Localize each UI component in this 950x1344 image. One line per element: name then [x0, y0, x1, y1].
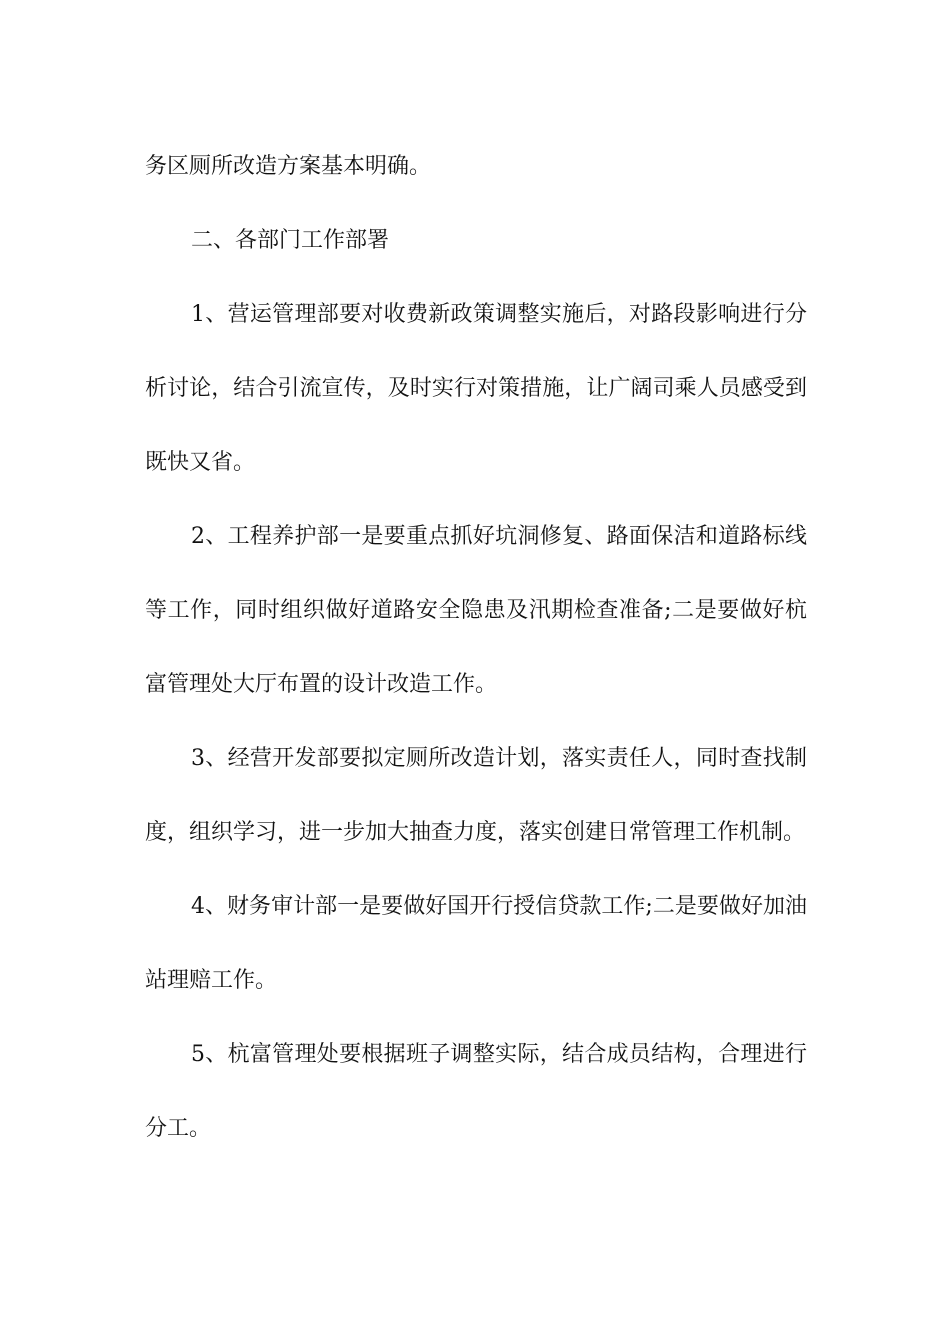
paragraph-item-4: 4、财务审计部一是要做好国开行授信贷款工作;二是要做好加油站理赔工作。 — [145, 894, 807, 993]
paragraph-item-5: 5、杭富管理处要根据班子调整实际，结合成员结构，合理进行分工。 — [145, 1042, 807, 1141]
paragraph-item-2: 2、工程养护部一是要重点抓好坑洞修复、路面保洁和道路标线等工作，同时组织做好道路安全隐患及汛期检查准备;二是要做好杭富管理处大厅布置的设计改造工作。 — [145, 524, 807, 697]
paragraph-item-1: 1、营运管理部要对收费新政策调整实施后，对路段影响进行分析讨论，结合引流宣传，及时实行对策措施，让广阔司乘人员感受到既快又省。 — [145, 302, 807, 475]
document-body — [145, 130, 807, 1166]
section-heading: 二、各部门工作部署 — [191, 228, 390, 253]
paragraph-item-3: 3、经营开发部要拟定厕所改造计划，落实责任人，同时查找制度，组织学习，进一步加大抽查力度，落实创建日常管理工作机制。 — [145, 746, 807, 845]
paragraph-continuation: 务区厕所改造方案基本明确。 — [145, 154, 432, 179]
